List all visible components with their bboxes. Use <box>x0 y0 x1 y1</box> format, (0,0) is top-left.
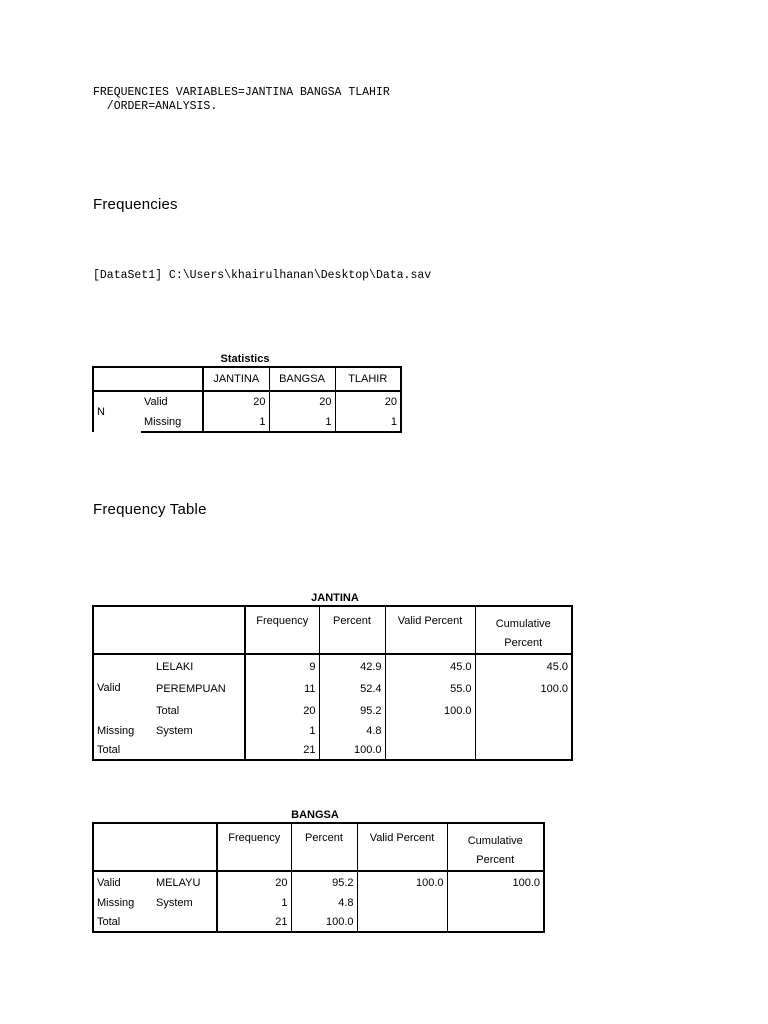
dataset-path: [DataSet1] C:\Users\khairulhanan\Desktop\Data.sav <box>93 269 432 282</box>
bangsa-row-label: System <box>156 896 193 909</box>
frequencies-heading: Frequencies <box>93 196 178 213</box>
jantina-header: Frequency <box>245 606 319 654</box>
bangsa-cell: 20 <box>217 871 291 893</box>
stat-col-header: BANGSA <box>269 367 335 391</box>
jantina-row-label: LELAKI <box>156 660 194 673</box>
bangsa-cell: 100.0 <box>357 871 447 893</box>
jantina-cell: 11 <box>245 678 319 700</box>
bangsa-cell: 4.8 <box>291 893 357 912</box>
jantina-cell: 21 <box>245 740 319 760</box>
jantina-title: JANTINA <box>311 592 359 604</box>
jantina-table <box>92 605 573 761</box>
jantina-cell: 45.0 <box>475 654 572 678</box>
stat-row-label: Missing <box>141 412 203 432</box>
stat-cell: 1 <box>269 412 335 432</box>
jantina-cell: 100.0 <box>385 700 475 721</box>
jantina-cell: 20 <box>245 700 319 721</box>
stat-cell: 1 <box>203 412 269 432</box>
bangsa-header: Valid Percent <box>357 823 447 871</box>
bangsa-valid-label: Valid <box>93 871 153 893</box>
bangsa-header: Frequency <box>217 823 291 871</box>
stat-cell: 20 <box>335 391 401 412</box>
jantina-row-label: System <box>156 724 193 737</box>
jantina-cell: 95.2 <box>319 700 385 721</box>
jantina-cell: 42.9 <box>319 654 385 678</box>
stat-cell: 20 <box>269 391 335 412</box>
bangsa-cell: 1 <box>217 893 291 912</box>
jantina-header: Cumulative Percent <box>475 606 572 654</box>
syntax-block <box>93 86 390 114</box>
bangsa-header: Percent <box>291 823 357 871</box>
jantina-cell: 4.8 <box>319 721 385 740</box>
bangsa-table <box>92 822 545 933</box>
statistics-table <box>92 366 402 433</box>
stat-cell: 20 <box>203 391 269 412</box>
bangsa-cell: 21 <box>217 912 291 932</box>
jantina-cell: 52.4 <box>319 678 385 700</box>
bangsa-cell: 95.2 <box>291 871 357 893</box>
jantina-header: Percent <box>319 606 385 654</box>
jantina-valid-label: Valid <box>93 654 153 721</box>
stat-col-header: JANTINA <box>203 367 269 391</box>
stat-row-group: N <box>93 391 141 432</box>
statistics-title: Statistics <box>220 353 270 365</box>
jantina-row-label: Total <box>156 704 180 717</box>
jantina-missing-label: Missing <box>93 721 153 740</box>
jantina-cell: 100.0 <box>475 678 572 700</box>
frequency-table-heading: Frequency Table <box>93 501 207 518</box>
jantina-cell: 1 <box>245 721 319 740</box>
jantina-cell: 100.0 <box>319 740 385 760</box>
jantina-cell: 9 <box>245 654 319 678</box>
jantina-cell: 45.0 <box>385 654 475 678</box>
bangsa-row-label: MELAYU <box>156 876 201 889</box>
bangsa-cell: 100.0 <box>291 912 357 932</box>
stat-row-label: Valid <box>144 396 168 408</box>
bangsa-missing-label: Missing <box>93 893 153 912</box>
jantina-row-label: PEREMPUAN <box>156 683 226 695</box>
bangsa-total-label: Total <box>93 912 217 932</box>
jantina-header: Valid Percent <box>385 606 475 654</box>
bangsa-title: BANGSA <box>291 809 339 821</box>
jantina-cell: 55.0 <box>385 678 475 700</box>
jantina-cell <box>475 700 572 721</box>
bangsa-cell: 100.0 <box>447 871 544 893</box>
jantina-total-label: Total <box>93 740 245 760</box>
syntax-line-1: FREQUENCIES VARIABLES=JANTINA BANGSA TLAHIR <box>93 86 390 99</box>
stat-col-header: TLAHIR <box>335 367 401 391</box>
bangsa-header: Cumulative Percent <box>447 823 544 871</box>
stat-cell: 1 <box>335 412 401 432</box>
syntax-line-2: /ORDER=ANALYSIS. <box>93 100 218 113</box>
